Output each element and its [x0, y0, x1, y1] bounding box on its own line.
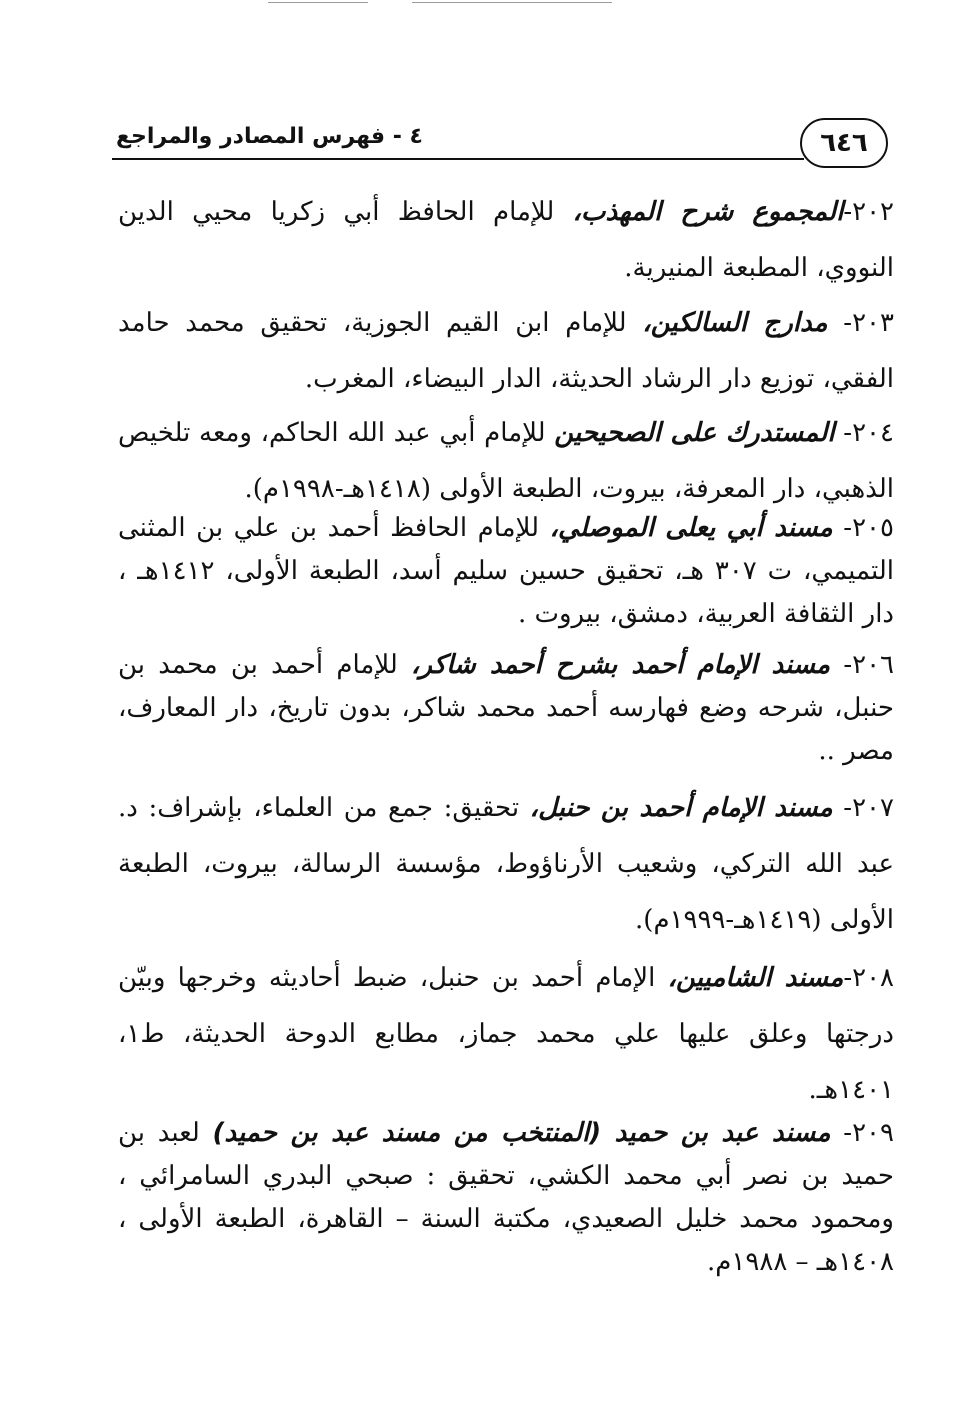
- entry-details: للإمام أبي عبد الله الحاكم، ومعه تلخيص الذهبي، دار المعرفة، بيروت، الطبعة الأولى (١٤١٨هـ-١٩٩٨م).: [118, 418, 894, 504]
- entry-title: مسند الشاميين،: [667, 963, 844, 993]
- reference-entry-204: [118, 405, 894, 517]
- entry-number: ٢٠٦-: [830, 650, 895, 680]
- reference-entry-207: [118, 780, 894, 948]
- entry-details: للإمام الحافظ أحمد بن علي بن المثنى التميمي، ت ٣٠٧ هـ، تحقيق حسين سليم أسد، الطبعة الأولى، ١٤١٢هـ ، دار الثقافة العربية، دمشق، بيروت .: [118, 513, 894, 629]
- page-number-badge: ٦٤٦: [800, 118, 888, 168]
- entry-number: ٢٠٣-: [827, 308, 894, 338]
- entry-details: الإمام أحمد بن حنبل، ضبط أحاديثه وخرجها وبيّن درجتها وعلق عليها علي محمد جماز، مطابع الدوحة الحديثة، ط١، ١٤٠١هـ.: [118, 963, 894, 1105]
- entry-title: مسند الإمام أحمد بشرح أحمد شاكر،: [411, 650, 831, 680]
- entry-title: مدارج السالكين،: [642, 308, 828, 338]
- entry-details: لعبد بن حميد بن نصر أبي محمد الكشي، تحقيق : صبحي البدري السامرائي ، ومحمود محمد خليل الصعيدي، مكتبة السنة – القاهرة، الطبعة الأولى ، ١٤٠٨هـ – ١٩٨٨م.: [118, 1118, 894, 1277]
- reference-entry-208: [118, 950, 894, 1118]
- entry-number: ٢٠٨-: [843, 963, 895, 993]
- entry-number: ٢٠٢-: [843, 197, 895, 227]
- entry-title: المجموع شرح المهذب،: [572, 197, 844, 227]
- entry-number: ٢٠٤-: [834, 418, 894, 448]
- entry-details: تحقيق: جمع من العلماء، بإشراف: د. عبد الله التركي، وشعيب الأرناؤوط، مؤسسة الرسالة، بيروت، الطبعة الأولى (١٤١٩هـ-١٩٩٩م).: [118, 793, 894, 935]
- entry-details: للإمام ابن القيم الجوزية، تحقيق محمد حامد الفقي، توزيع دار الرشاد الحديثة، الدار البيضاء، المغرب.: [118, 308, 894, 394]
- reference-entry-203: [118, 295, 894, 407]
- reference-entry-209: [118, 1112, 894, 1284]
- header-divider: [112, 158, 804, 160]
- entry-title: مسند أبي يعلى الموصلي،: [549, 513, 833, 543]
- entry-number: ٢٠٥-: [832, 513, 894, 543]
- entry-title: المستدرك على الصحيحين: [554, 418, 835, 448]
- top-rule-left: [268, 2, 368, 3]
- top-rule-right: [412, 2, 612, 3]
- page-header: [112, 118, 892, 170]
- reference-entry-202: [118, 184, 894, 296]
- entry-number: ٢٠٩-: [830, 1118, 894, 1148]
- page-header-title: ٤ - فهرس المصادر والمراجع: [116, 124, 423, 149]
- entry-details: للإمام أحمد بن محمد بن حنبل، شرحه وضع فهارسه أحمد محمد شاكر، بدون تاريخ، دار المعارف، مصر ..: [118, 650, 894, 766]
- entry-title: مسند الإمام أحمد بن حنبل،: [529, 793, 833, 823]
- references-list: [118, 180, 894, 1300]
- reference-entry-206: [118, 644, 894, 773]
- entry-number: ٢٠٧-: [832, 793, 894, 823]
- reference-entry-205: [118, 507, 894, 636]
- entry-title: مسند عبد بن حميد (المنتخب من مسند عبد بن حميد): [212, 1118, 831, 1148]
- entry-details: للإمام الحافظ أبي زكريا محيي الدين النووي، المطبعة المنيرية.: [118, 197, 894, 283]
